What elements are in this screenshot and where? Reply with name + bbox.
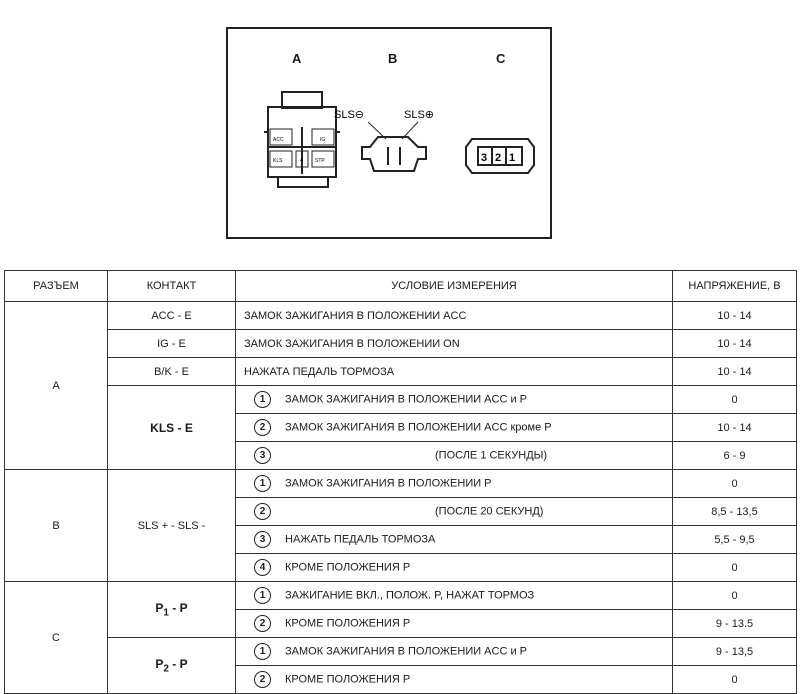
condition-cell — [236, 386, 673, 414]
table-row — [5, 386, 797, 414]
step-number-badge: 3 — [254, 447, 271, 464]
contact-cell: IG - E — [108, 330, 236, 358]
table-row — [5, 470, 797, 498]
condition-text: ЗАМОК ЗАЖИГАНИЯ В ПОЛОЖЕНИИ ACC и P — [285, 645, 528, 658]
step-number-badge: 2 — [254, 615, 271, 632]
pin-a-kls: KLS — [273, 158, 283, 164]
voltage-cell: 6 - 9 — [673, 442, 797, 470]
condition-text: КРОМЕ ПОЛОЖЕНИЯ P — [285, 673, 411, 686]
voltage-cell: 0 — [673, 666, 797, 694]
table-row — [5, 638, 797, 666]
connector-b-drawing — [362, 122, 426, 171]
voltage-cell: 9 - 13,5 — [673, 638, 797, 666]
condition-text: КРОМЕ ПОЛОЖЕНИЯ P — [285, 617, 411, 630]
condition-cell: НАЖАТА ПЕДАЛЬ ТОРМОЗА — [236, 358, 673, 386]
voltage-cell: 10 - 14 — [673, 414, 797, 442]
condition-cell — [236, 638, 673, 666]
contact-cell: B/K - E — [108, 358, 236, 386]
table-row — [5, 582, 797, 610]
condition-cell: ЗАМОК ЗАЖИГАНИЯ В ПОЛОЖЕНИИ ACC — [236, 302, 673, 330]
voltage-cell: 8,5 - 13,5 — [673, 498, 797, 526]
contact-cell-sls: SLS + - SLS - — [108, 470, 236, 582]
voltage-cell: 9 - 13.5 — [673, 610, 797, 638]
step-number-badge: 1 — [254, 391, 271, 408]
condition-text: ЗАМОК ЗАЖИГАНИЯ В ПОЛОЖЕНИИ ACC кроме P — [285, 421, 552, 434]
step-number-badge: 3 — [254, 531, 271, 548]
condition-text: (ПОСЛЕ 1 СЕКУНДЫ) — [435, 449, 548, 462]
connector-cell-b: B — [5, 470, 108, 582]
pin-a-4: 4 — [300, 158, 303, 164]
measurement-table — [4, 270, 797, 694]
connector-label-c: C — [496, 51, 506, 66]
condition-text: ЗАМОК ЗАЖИГАНИЯ В ПОЛОЖЕНИИ ACC и P — [285, 393, 528, 406]
pin-a-ig: IG — [320, 137, 326, 143]
sls-minus-label: SLS⊖ — [334, 109, 365, 121]
table-header-row — [5, 271, 797, 302]
header-contact: КОНТАКТ — [108, 271, 236, 302]
step-number-badge: 2 — [254, 671, 271, 688]
step-number-badge: 1 — [254, 475, 271, 492]
condition-cell — [236, 470, 673, 498]
condition-cell: ЗАМОК ЗАЖИГАНИЯ В ПОЛОЖЕНИИ ON — [236, 330, 673, 358]
condition-cell — [236, 582, 673, 610]
condition-cell — [236, 554, 673, 582]
pin-c-2: 2 — [495, 152, 502, 164]
step-number-badge: 1 — [254, 643, 271, 660]
table-row — [5, 358, 797, 386]
pin-a-acc: ACC — [273, 137, 284, 143]
condition-cell — [236, 442, 673, 470]
condition-text: (ПОСЛЕ 20 СЕКУНД) — [435, 505, 544, 518]
pin-a-stp: STP — [315, 158, 325, 164]
connector-cell-c: C — [5, 582, 108, 694]
contact-cell: ACC - E — [108, 302, 236, 330]
header-condition: УСЛОВИЕ ИЗМЕРЕНИЯ — [236, 271, 673, 302]
voltage-cell: 10 - 14 — [673, 358, 797, 386]
condition-text: ЗАЖИГАНИЕ ВКЛ., ПОЛОЖ. P, НАЖАТ ТОРМОЗ — [285, 589, 535, 602]
header-connector: РАЗЪЕМ — [5, 271, 108, 302]
condition-text: ЗАМОК ЗАЖИГАНИЯ В ПОЛОЖЕНИИ P — [285, 477, 492, 490]
step-number-badge: 2 — [254, 419, 271, 436]
connector-label-a: A — [292, 51, 302, 66]
connector-cell-a: A — [5, 302, 108, 470]
step-number-badge: 2 — [254, 503, 271, 520]
condition-text: КРОМЕ ПОЛОЖЕНИЯ P — [285, 561, 411, 574]
voltage-cell: 10 - 14 — [673, 302, 797, 330]
condition-text: НАЖАТЬ ПЕДАЛЬ ТОРМОЗА — [285, 533, 436, 546]
header-voltage: НАПРЯЖЕНИЕ, В — [673, 271, 797, 302]
connector-diagram — [226, 27, 552, 239]
connector-drawings — [228, 29, 550, 237]
voltage-cell: 5,5 - 9,5 — [673, 526, 797, 554]
step-number-badge: 1 — [254, 587, 271, 604]
table-row — [5, 302, 797, 330]
sls-plus-label: SLS⊕ — [404, 109, 435, 121]
voltage-cell: 0 — [673, 386, 797, 414]
pin-c-3: 3 — [481, 152, 488, 164]
contact-cell-p1: $P_1$ - P — [108, 582, 236, 638]
contact-cell-kls: KLS - E — [108, 386, 236, 470]
contact-cell-p2: $P_2$ - P — [108, 638, 236, 694]
condition-cell — [236, 666, 673, 694]
connector-label-b: B — [388, 51, 398, 66]
condition-cell — [236, 414, 673, 442]
pin-c-1: 1 — [509, 152, 516, 164]
table-row — [5, 330, 797, 358]
voltage-cell: 10 - 14 — [673, 330, 797, 358]
voltage-cell: 0 — [673, 582, 797, 610]
condition-cell — [236, 610, 673, 638]
voltage-cell: 0 — [673, 470, 797, 498]
voltage-cell: 0 — [673, 554, 797, 582]
step-number-badge: 4 — [254, 559, 271, 576]
condition-cell — [236, 526, 673, 554]
condition-cell — [236, 498, 673, 526]
